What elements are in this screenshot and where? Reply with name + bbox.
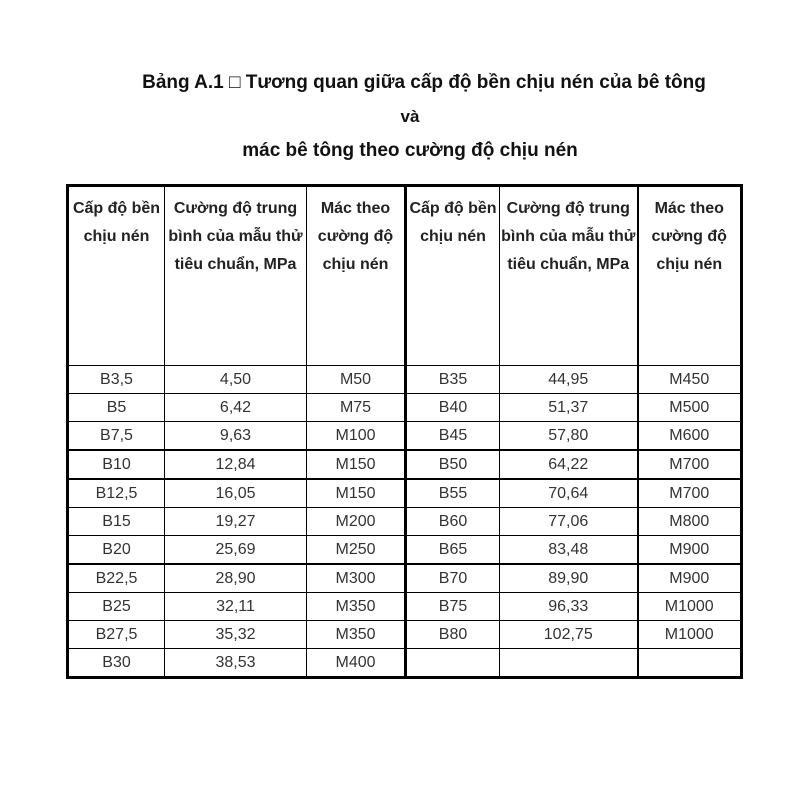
cell-mean-strength: 4,50 bbox=[165, 366, 307, 394]
cell-strength-class-2: B80 bbox=[406, 621, 500, 649]
header-strength-class-2: Cấp độ bền chịu nén bbox=[406, 186, 500, 366]
table-subtitle: mác bê tông theo cường độ chịu nén bbox=[242, 140, 578, 161]
cell-mean-strength: 19,27 bbox=[165, 508, 307, 536]
cell-mean-strength: 9,63 bbox=[165, 422, 307, 451]
cell-strength-class: B25 bbox=[68, 593, 165, 621]
cell-mean-strength-2: 57,80 bbox=[500, 422, 638, 451]
cell-strength-class-2: B60 bbox=[406, 508, 500, 536]
cell-mean-strength-2 bbox=[500, 649, 638, 678]
cell-grade: M150 bbox=[307, 479, 406, 508]
cell-grade-2: M1000 bbox=[638, 593, 742, 621]
cell-strength-class: B10 bbox=[68, 450, 165, 479]
cell-grade-2: M500 bbox=[638, 394, 742, 422]
cell-strength-class: B20 bbox=[68, 536, 165, 565]
cell-grade: M300 bbox=[307, 564, 406, 593]
cell-mean-strength: 35,32 bbox=[165, 621, 307, 649]
cell-grade-2: M900 bbox=[638, 536, 742, 565]
table-row bbox=[68, 508, 742, 536]
cell-grade: M100 bbox=[307, 422, 406, 451]
cell-mean-strength: 6,42 bbox=[165, 394, 307, 422]
cell-grade: M250 bbox=[307, 536, 406, 565]
header-row bbox=[68, 186, 742, 366]
cell-strength-class: B5 bbox=[68, 394, 165, 422]
cell-grade-2 bbox=[638, 649, 742, 678]
cell-mean-strength-2: 51,37 bbox=[500, 394, 638, 422]
table-row bbox=[68, 450, 742, 479]
cell-grade: M150 bbox=[307, 450, 406, 479]
cell-mean-strength-2: 77,06 bbox=[500, 508, 638, 536]
cell-strength-class: B3,5 bbox=[68, 366, 165, 394]
header-strength-class: Cấp độ bền chịu nén bbox=[68, 186, 165, 366]
cell-grade-2: M900 bbox=[638, 564, 742, 593]
cell-strength-class-2: B75 bbox=[406, 593, 500, 621]
cell-strength-class: B27,5 bbox=[68, 621, 165, 649]
cell-mean-strength-2: 44,95 bbox=[500, 366, 638, 394]
table-row bbox=[68, 366, 742, 394]
cell-strength-class-2: B35 bbox=[406, 366, 500, 394]
cell-grade-2: M800 bbox=[638, 508, 742, 536]
cell-strength-class-2: B40 bbox=[406, 394, 500, 422]
header-grade-2: Mác theo cường độ chịu nén bbox=[638, 186, 742, 366]
cell-strength-class: B15 bbox=[68, 508, 165, 536]
cell-grade-2: M600 bbox=[638, 422, 742, 451]
cell-strength-class-2: B45 bbox=[406, 422, 500, 451]
cell-grade-2: M700 bbox=[638, 450, 742, 479]
cell-grade: M200 bbox=[307, 508, 406, 536]
cell-mean-strength-2: 102,75 bbox=[500, 621, 638, 649]
cell-grade: M75 bbox=[307, 394, 406, 422]
cell-mean-strength: 38,53 bbox=[165, 649, 307, 678]
cell-mean-strength: 28,90 bbox=[165, 564, 307, 593]
cell-grade: M50 bbox=[307, 366, 406, 394]
cell-mean-strength: 16,05 bbox=[165, 479, 307, 508]
table-title: Bảng A.1 □ Tương quan giữa cấp độ bền chịu nén của bê tông bbox=[142, 72, 706, 93]
table-row bbox=[68, 649, 742, 678]
cell-strength-class: B30 bbox=[68, 649, 165, 678]
cell-strength-class: B12,5 bbox=[68, 479, 165, 508]
cell-grade-2: M700 bbox=[638, 479, 742, 508]
table-row bbox=[68, 536, 742, 565]
cell-strength-class-2 bbox=[406, 649, 500, 678]
cell-grade: M400 bbox=[307, 649, 406, 678]
cell-mean-strength-2: 89,90 bbox=[500, 564, 638, 593]
cell-strength-class-2: B50 bbox=[406, 450, 500, 479]
cell-strength-class-2: B55 bbox=[406, 479, 500, 508]
cell-mean-strength-2: 96,33 bbox=[500, 593, 638, 621]
table-row bbox=[68, 564, 742, 593]
header-mean-strength-2: Cường độ trung bình của mẫu thử tiêu chuẩn, MPa bbox=[500, 186, 638, 366]
cell-mean-strength: 25,69 bbox=[165, 536, 307, 565]
table-row bbox=[68, 621, 742, 649]
header-mean-strength: Cường độ trung bình của mẫu thử tiêu chuẩn, MPa bbox=[165, 186, 307, 366]
cell-grade: M350 bbox=[307, 621, 406, 649]
concrete-grade-table bbox=[66, 184, 743, 679]
cell-mean-strength-2: 83,48 bbox=[500, 536, 638, 565]
cell-mean-strength-2: 70,64 bbox=[500, 479, 638, 508]
cell-strength-class: B22,5 bbox=[68, 564, 165, 593]
table-title-conjunction: và bbox=[400, 107, 420, 126]
table-row bbox=[68, 422, 742, 451]
header-grade: Mác theo cường độ chịu nén bbox=[307, 186, 406, 366]
table-row bbox=[68, 593, 742, 621]
table-row bbox=[68, 394, 742, 422]
cell-mean-strength: 32,11 bbox=[165, 593, 307, 621]
cell-strength-class-2: B70 bbox=[406, 564, 500, 593]
cell-grade-2: M450 bbox=[638, 366, 742, 394]
cell-grade-2: M1000 bbox=[638, 621, 742, 649]
table-row bbox=[68, 479, 742, 508]
cell-mean-strength-2: 64,22 bbox=[500, 450, 638, 479]
cell-strength-class: B7,5 bbox=[68, 422, 165, 451]
cell-grade: M350 bbox=[307, 593, 406, 621]
cell-strength-class-2: B65 bbox=[406, 536, 500, 565]
cell-mean-strength: 12,84 bbox=[165, 450, 307, 479]
